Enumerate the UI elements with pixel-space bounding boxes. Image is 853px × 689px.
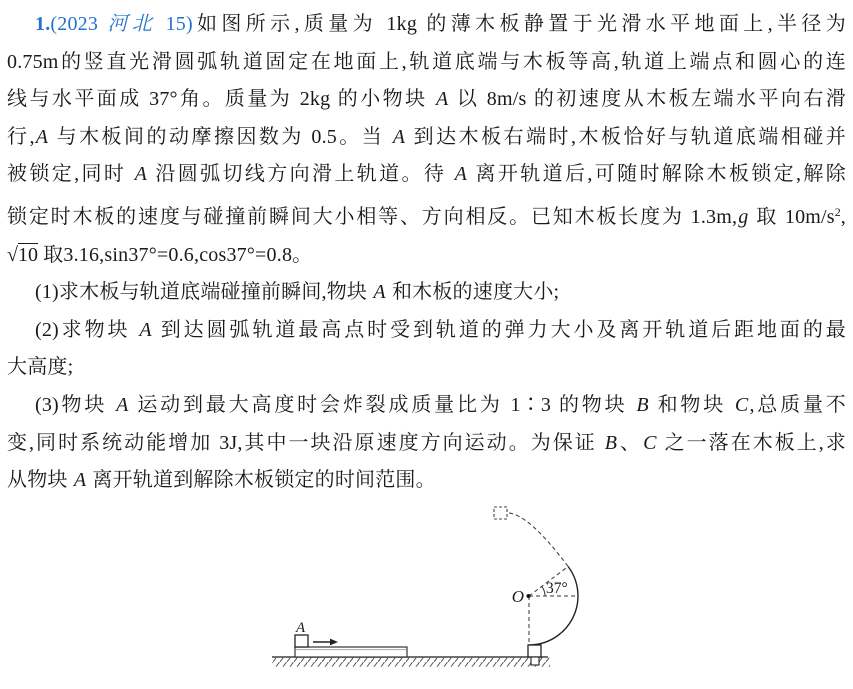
text-run: 从物块 (7, 469, 73, 492)
block-a-label: A (296, 619, 306, 636)
text-run: 行, (7, 125, 35, 148)
text-run: 和木板的速度大小; (386, 281, 560, 304)
text-line-3 (7, 81, 846, 119)
text-line-7 (7, 237, 846, 275)
text-run: 取 10m/s (749, 205, 835, 228)
text-run: 到达木板右端时,木板恰好与轨道底端相碰并 (406, 125, 846, 148)
variable-A: A (436, 88, 449, 111)
text-line-13 (7, 462, 846, 500)
source-index: 15) (156, 13, 193, 35)
variable-A: A (134, 163, 148, 186)
text-run: 运动到最大高度时会炸裂成质量比为 1∶3 的物块 (129, 393, 636, 416)
variable-g: g (738, 205, 749, 228)
text-run: 和物块 (649, 393, 734, 416)
physics-diagram (0, 500, 853, 689)
text-run: 以 8m/s 的初速度从木板左端水平向右滑 (449, 88, 846, 111)
velocity-arrow-head (330, 638, 338, 645)
text-run: (2)求物块 (35, 318, 139, 341)
block-at-apex-dashed (494, 507, 507, 519)
variable-C: C (734, 393, 749, 416)
text-run: 大高度; (7, 356, 74, 379)
sqrt-icon: √ (7, 243, 18, 266)
text-line-6 (7, 194, 846, 237)
diagram-svg (0, 500, 853, 689)
variable-A: A (139, 318, 152, 341)
text-run: 变,同时系统动能增加 3J,其中一块沿原速度方向运动。为保证 (7, 431, 604, 454)
track-base-block (528, 645, 541, 657)
center-dot (527, 594, 531, 598)
text-line-8-question-1 (7, 274, 846, 312)
text-line-9-question-2 (7, 312, 846, 350)
text-run: 取3.16,sin37°=0.6,cos37°=0.8。 (37, 243, 313, 266)
text-run: , (840, 205, 846, 228)
source-region: 河北 (107, 13, 157, 35)
text-run: ,总质量不 (749, 393, 847, 416)
variable-C: C (643, 431, 657, 454)
text-line-10 (7, 349, 846, 387)
superscript-2: 2 (834, 204, 841, 219)
text-run: 到达圆弧轨道最高点时受到轨道的弹力大小及离开轨道后距地面的最 (152, 318, 846, 341)
text-run: 如图所示,质量为 1kg 的薄木板静置于光滑水平地面上,半径为 (192, 13, 846, 35)
text-line-12 (7, 425, 846, 463)
text-run: 之一落在木板上,求 (657, 431, 846, 454)
angle-arc (542, 586, 545, 596)
text-run: 沿圆弧切线方向滑上轨道。待 (148, 163, 454, 186)
block-a (295, 635, 308, 647)
problem-number: 1. (35, 13, 51, 35)
text-run: 锁定时木板的速度与碰撞前瞬间大小相等、方向相反。已知木板长度为 1.3m, (7, 205, 738, 228)
text-line-11-question-3 (7, 387, 846, 425)
center-label: O (511, 586, 524, 606)
variable-A: A (73, 469, 87, 492)
angle-label: 37° (546, 579, 568, 597)
variable-A: A (454, 163, 468, 186)
variable-B: B (636, 393, 649, 416)
variable-A: A (35, 125, 49, 148)
text-run: 线与水平面成 37°角。质量为 2kg 的小物块 (7, 88, 436, 111)
track-anchor-peg (531, 657, 539, 665)
text-run: 0.75m的竖直光滑圆弧轨道固定在地面上,轨道底端与木板等高,轨道上端点和圆心的连 (7, 50, 846, 73)
text-run: 离开轨道后,可随时解除木板锁定,解除 (468, 163, 846, 186)
text-run: (3)物块 (35, 393, 116, 416)
variable-A: A (116, 393, 129, 416)
trajectory-dashed (508, 513, 569, 567)
arc-track (529, 566, 578, 645)
sqrt-argument: 10 (17, 243, 38, 266)
text-run: 、 (618, 431, 643, 454)
variable-B: B (604, 431, 618, 454)
text-line-5 (7, 156, 846, 194)
variable-A: A (392, 125, 406, 148)
ground-hatching (272, 657, 550, 666)
source-year: (2023 (50, 13, 108, 35)
text-run: 与木板间的动摩擦因数为 0.5。当 (49, 125, 392, 148)
text-run: 离开轨道到解除木板锁定的时间范围。 (87, 469, 436, 492)
text-line-1 (7, 6, 846, 44)
variable-A: A (373, 281, 386, 304)
text-line-2 (7, 44, 846, 82)
text-line-4 (7, 119, 846, 157)
wooden-board (295, 647, 407, 657)
text-run: 被锁定,同时 (7, 163, 134, 186)
text-run: (1)求木板与轨道底端碰撞前瞬间,物块 (35, 281, 373, 304)
